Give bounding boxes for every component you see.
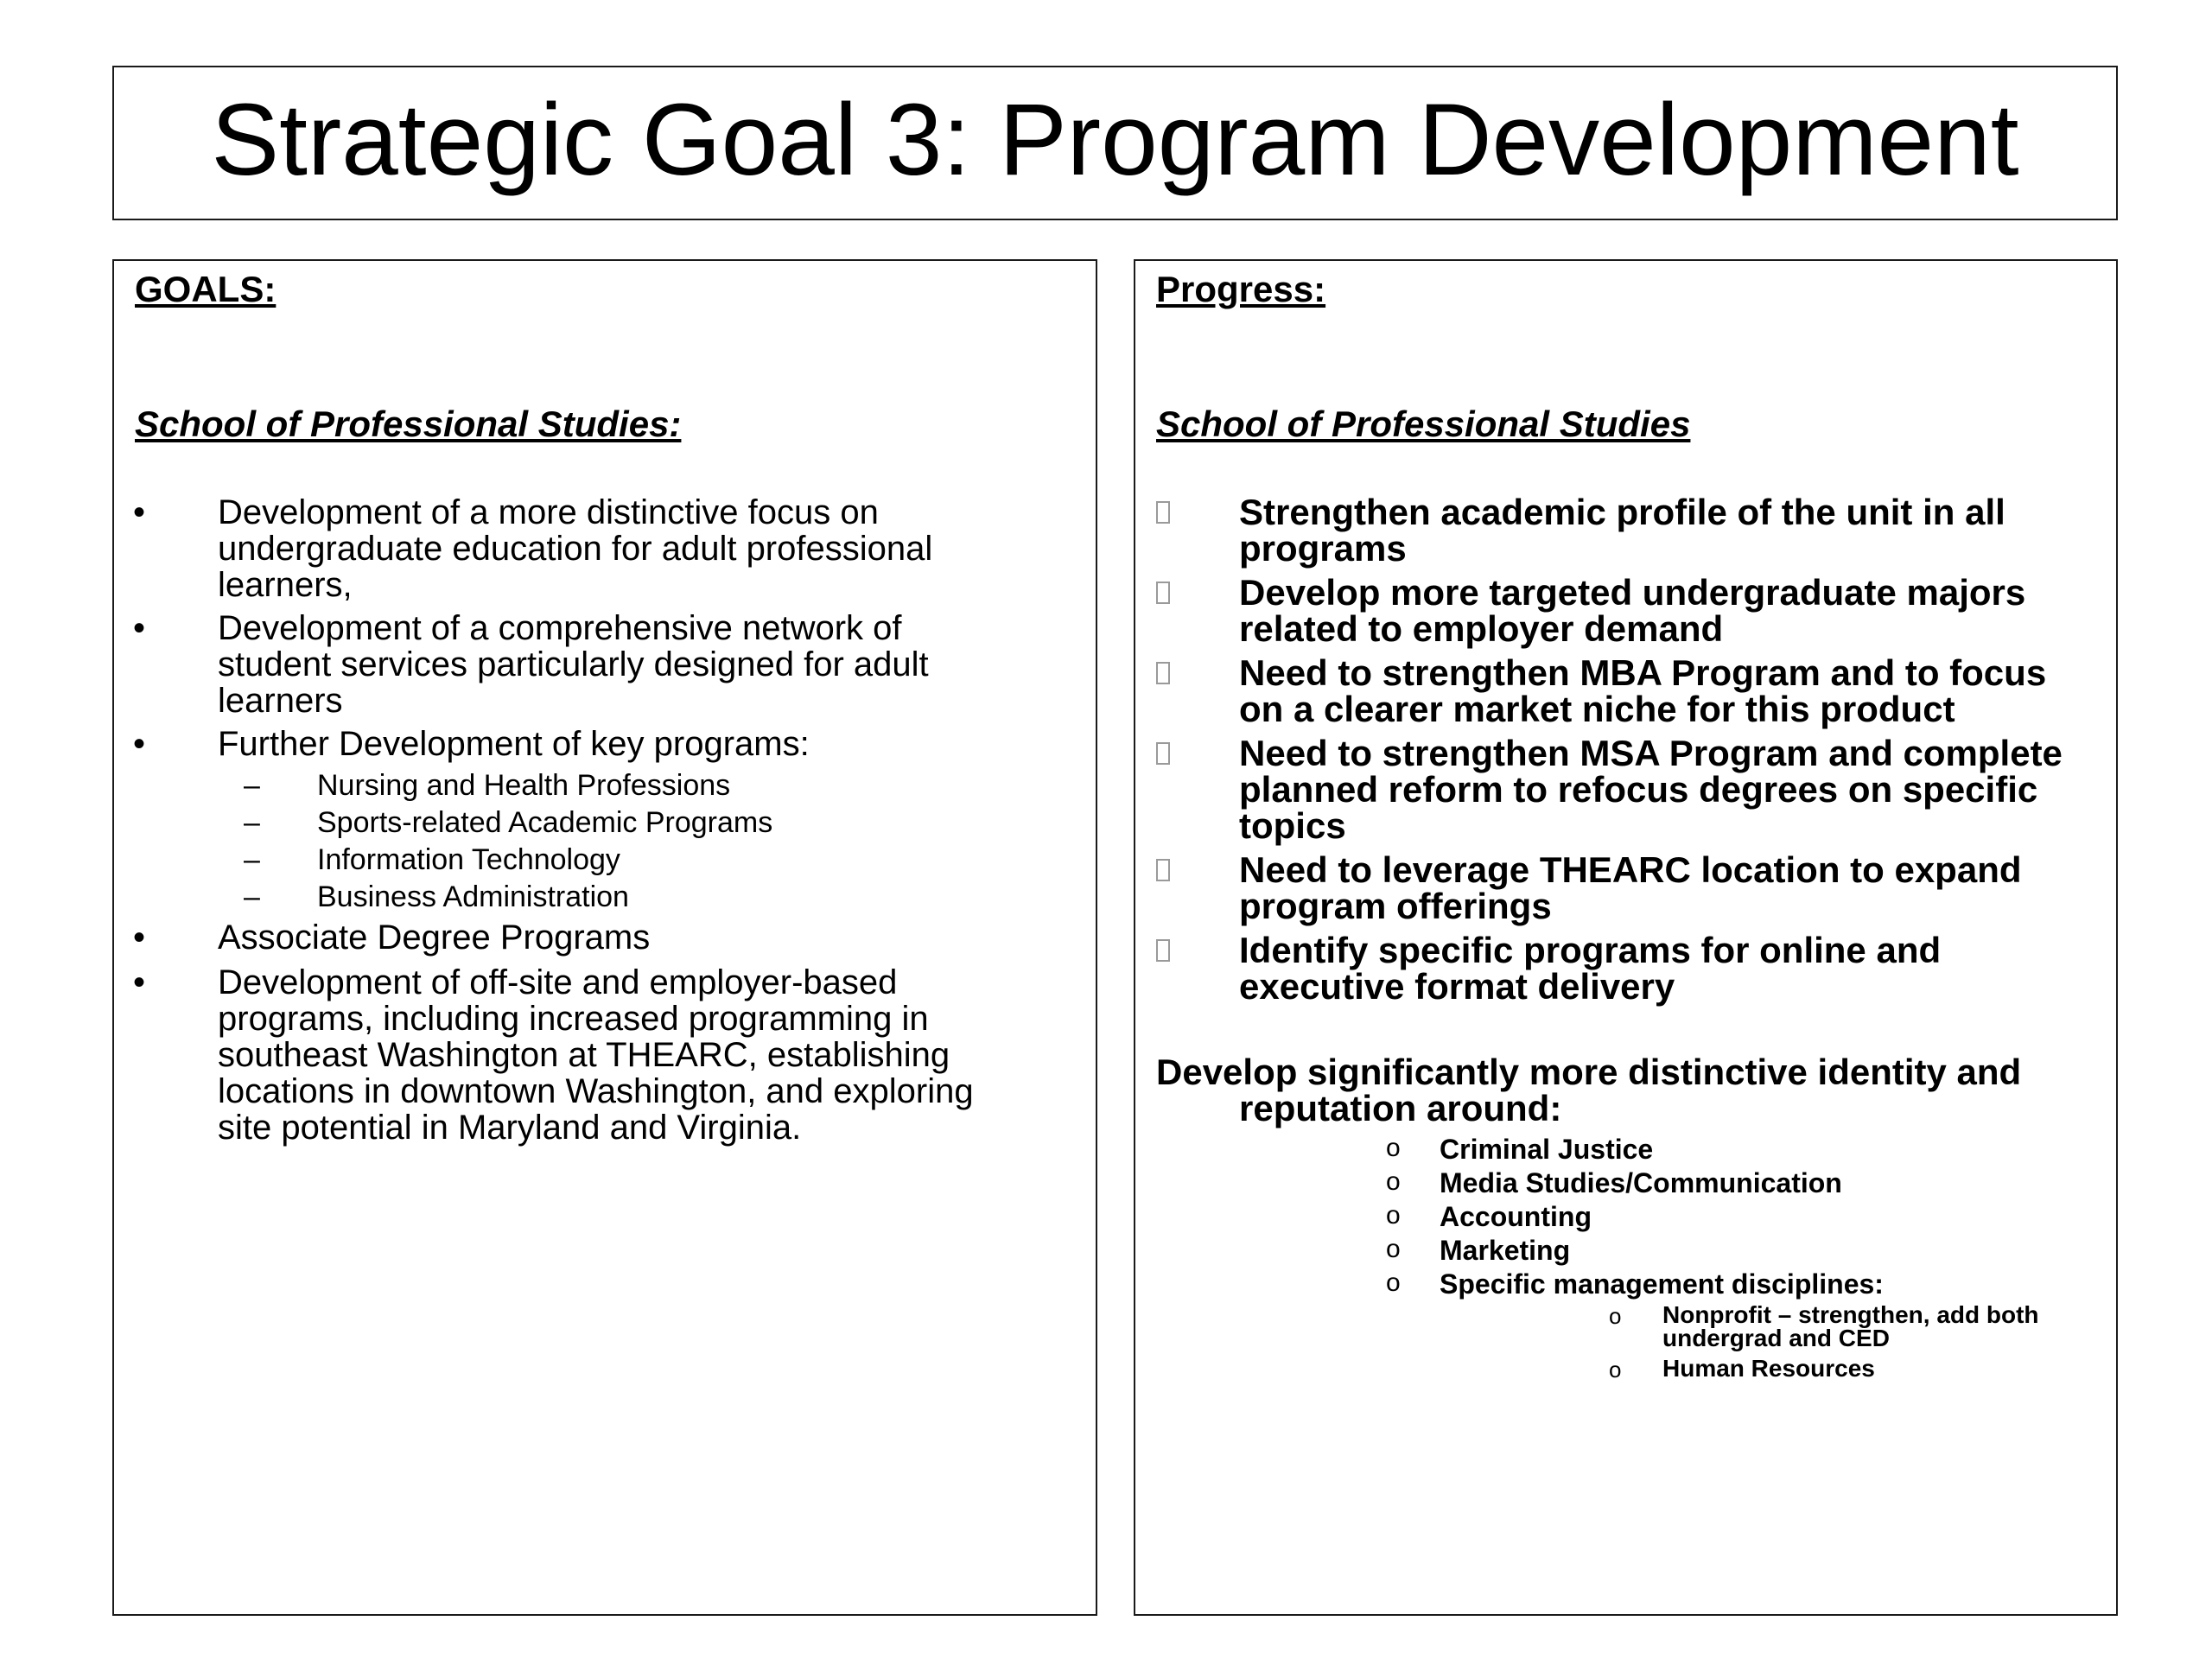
goal-item-2-line: student services particularly designed for adult (218, 645, 929, 683)
key-program-item: Nursing and Health Professions (317, 769, 731, 802)
identity-item: Criminal Justice (1440, 1134, 1654, 1165)
goal-item-1 (218, 494, 932, 603)
goal-item-5 (218, 964, 974, 1146)
bullet-marker: • (133, 725, 146, 763)
progress-subheading: School of Professional Studies (1156, 404, 1691, 444)
box-bullet-icon (1156, 939, 1170, 962)
box-bullet-icon (1156, 582, 1170, 604)
key-program-item: Sports-related Academic Programs (317, 806, 773, 839)
title-box (112, 66, 2118, 220)
slide-title: Strategic Goal 3: Program Development (211, 82, 2019, 197)
bullet-marker: • (133, 963, 146, 1001)
o-marker: o (1609, 1357, 1622, 1382)
progress-item-5 (1239, 849, 2022, 926)
management-item: Human Resources (1662, 1355, 1875, 1382)
goal-item-4: Associate Degree Programs (218, 918, 651, 957)
goal-item-3: Further Development of key programs: (218, 725, 810, 763)
progress-item-3-line: on a clearer market niche for this product (1239, 689, 1955, 729)
progress-item-1-line: Strengthen academic profile of the unit in all (1239, 492, 2005, 532)
o-marker: o (1386, 1268, 1401, 1297)
dash-marker: – (244, 880, 260, 913)
progress-item-6 (1239, 932, 1941, 1005)
identity-item: Specific management disciplines: (1440, 1268, 1884, 1300)
management-item-line: Nonprofit – strengthen, add both (1662, 1301, 2039, 1328)
goal-item-5-line: site potential in Maryland and Virginia. (218, 1109, 802, 1147)
progress-item-4-line: planned reform to refocus degrees on specific (1239, 769, 2038, 810)
goals-subheading: School of Professional Studies: (135, 404, 682, 444)
management-item-line: undergrad and CED (1662, 1325, 1890, 1351)
bullet-marker: • (133, 918, 146, 957)
progress-item-1-line: programs (1239, 528, 1407, 569)
progress-item-1 (1239, 494, 2005, 567)
goal-item-5-line: Development of off-site and employer-based (218, 963, 898, 1001)
progress-item-6-line: executive format delivery (1239, 966, 1675, 1007)
dash-marker: – (244, 806, 260, 839)
dash-marker: – (244, 769, 260, 802)
goal-item-1-line: Development of a more distinctive focus on (218, 493, 879, 531)
progress-heading: Progress: (1156, 269, 1326, 309)
goal-item-2-line: Development of a comprehensive network of (218, 609, 902, 647)
identity-item: Accounting (1440, 1201, 1592, 1232)
box-bullet-icon (1156, 501, 1170, 524)
progress-item-5-line: Need to leverage THEARC location to expand (1239, 849, 2022, 890)
goal-item-2-line: learners (218, 682, 343, 720)
goal-item-5-line: locations in downtown Washington, and exploring (218, 1072, 974, 1110)
progress-item-5-line: program offerings (1239, 886, 1552, 926)
progress-item-3 (1239, 652, 2047, 729)
o-marker: o (1386, 1201, 1401, 1230)
progress-item-2 (1239, 572, 2026, 649)
goal-item-1-line: undergraduate education for adult professional (218, 530, 933, 568)
identity-line-1: Develop significantly more distinctive identity and (1156, 1052, 2022, 1092)
identity-item: Marketing (1440, 1235, 1571, 1266)
progress-item-4-line: Need to strengthen MSA Program and complete (1239, 733, 2063, 773)
key-program-item: Information Technology (317, 843, 620, 876)
progress-panel (1134, 259, 2118, 1616)
o-marker: o (1386, 1235, 1401, 1263)
goals-panel (112, 259, 1097, 1616)
o-marker: o (1609, 1303, 1622, 1329)
goals-heading: GOALS: (135, 269, 276, 309)
progress-item-4 (1239, 735, 2063, 844)
identity-line-2: reputation around: (1239, 1088, 1562, 1128)
box-bullet-icon (1156, 859, 1170, 881)
o-marker: o (1386, 1134, 1401, 1162)
goal-item-5-line: programs, including increased programming in (218, 1000, 929, 1038)
identity-item: Media Studies/Communication (1440, 1167, 1842, 1198)
management-item (1662, 1303, 2039, 1350)
progress-item-2-line: Develop more targeted undergraduate majors (1239, 572, 2026, 613)
progress-item-2-line: related to employer demand (1239, 608, 1724, 649)
bullet-marker: • (133, 493, 146, 531)
progress-item-6-line: Identify specific programs for online and (1239, 930, 1942, 970)
key-program-item: Business Administration (317, 880, 629, 913)
o-marker: o (1386, 1167, 1401, 1196)
progress-item-4-line: topics (1239, 805, 1346, 846)
bullet-marker: • (133, 609, 146, 647)
goal-item-5-line: southeast Washington at THEARC, establishing (218, 1036, 950, 1074)
box-bullet-icon (1156, 742, 1170, 765)
goal-item-2 (218, 610, 929, 719)
progress-item-3-line: Need to strengthen MBA Program and to focus (1239, 652, 2047, 693)
box-bullet-icon (1156, 662, 1170, 684)
goal-item-1-line: learners, (218, 566, 353, 604)
dash-marker: – (244, 843, 260, 876)
